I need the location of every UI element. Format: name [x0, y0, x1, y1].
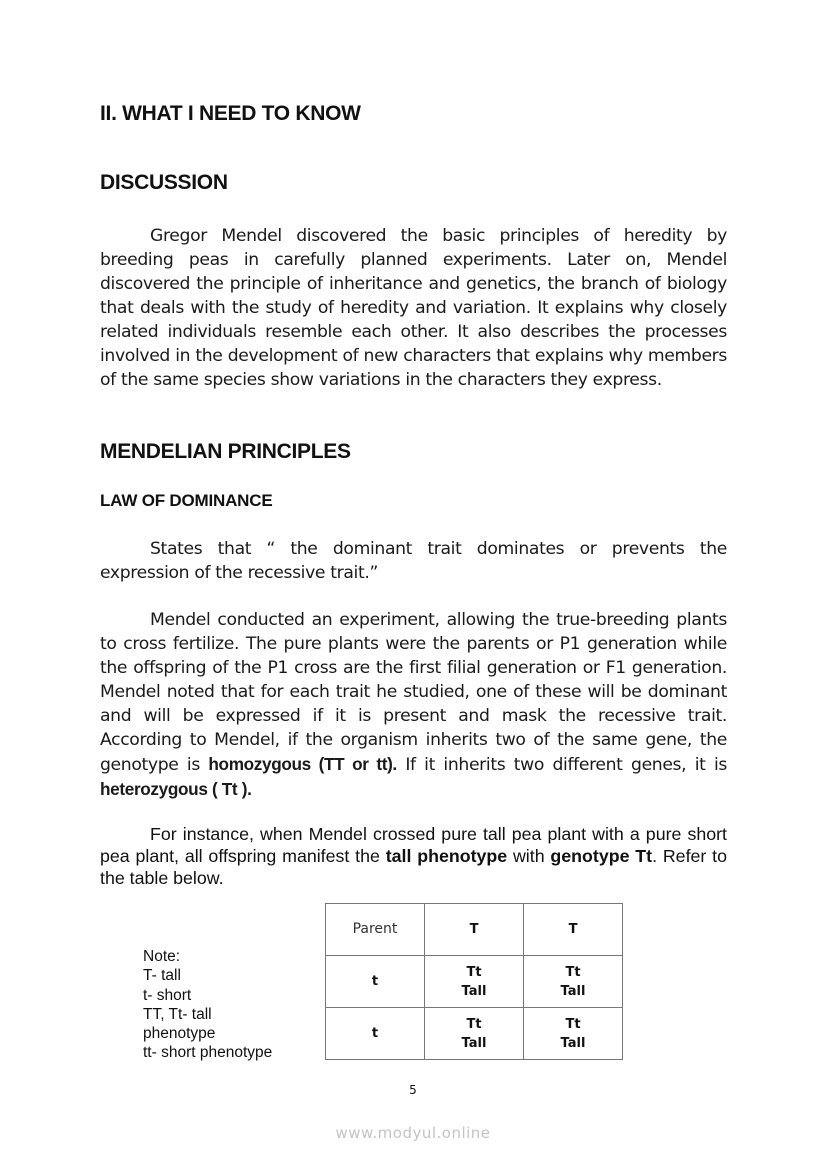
mendelian-principles-heading: MENDELIAN PRINCIPLES — [100, 440, 351, 463]
section-title: II. WHAT I NEED TO KNOW — [100, 102, 361, 125]
law-definition-paragraph — [100, 537, 727, 585]
phenotype-value: Tall — [461, 1035, 487, 1051]
tall-phenotype-term: tall phenotype — [385, 846, 508, 866]
example-text-3: . Refer to the table below. — [100, 846, 727, 888]
law-of-dominance-heading: LAW OF DOMINANCE — [100, 491, 273, 510]
table-header-row — [326, 904, 623, 956]
experiment-middle-text: If it inherits two different genes, it is — [396, 755, 728, 775]
note-line: TT, Tt- tall — [143, 1005, 212, 1023]
note-line: tt- short phenotype — [143, 1044, 273, 1062]
row-parent-cell: t — [326, 956, 425, 1008]
heterozygous-term: heterozygous ( Tt ). — [100, 779, 252, 799]
genotype-value: Tt — [565, 1016, 581, 1032]
table-header-cell: T — [524, 904, 623, 956]
discussion-heading: DISCUSSION — [100, 171, 228, 194]
example-paragraph — [100, 823, 727, 889]
experiment-paragraph — [100, 608, 727, 802]
discussion-text: Gregor Mendel discovered the basic principles of heredity by breeding peas in carefully planned experiments. Later on, Mendel discovered the principle of inheritance and genetics, the branch of biology that deals with the study of heredity and variation. It explains why closely related individuals resemble each other. It also describes the processes involved in the development of new characters that explains why members of the same species show variations in the characters they express. — [100, 226, 727, 390]
genotype-value: Tt — [466, 964, 482, 980]
example-text-2: with — [507, 846, 551, 866]
punnett-square-table — [325, 903, 623, 1060]
note-line: t- short — [143, 986, 192, 1004]
discussion-paragraph — [100, 224, 727, 392]
genotype-value: Tt — [565, 964, 581, 980]
row-parent-cell: t — [326, 1008, 425, 1060]
note-line: T- tall — [143, 967, 181, 985]
note-legend — [143, 947, 272, 1063]
table-row — [326, 1008, 623, 1060]
offspring-cell — [524, 1008, 623, 1060]
offspring-cell — [524, 956, 623, 1008]
phenotype-value: Tall — [560, 983, 586, 999]
offspring-cell — [425, 1008, 524, 1060]
note-line: phenotype — [143, 1025, 216, 1043]
law-definition-text: States that “ the dominant trait dominates or prevents the expression of the recessive trait.” — [100, 539, 727, 583]
genotype-value: Tt — [466, 1016, 482, 1032]
genotype-term: genotype Tt — [550, 846, 653, 866]
table-header-cell: Parent — [326, 904, 425, 956]
table-header-cell: T — [425, 904, 524, 956]
watermark: www.modyul.online — [335, 1124, 491, 1142]
page-number: 5 — [409, 1083, 417, 1097]
offspring-cell — [425, 956, 524, 1008]
note-line: Note: — [143, 948, 181, 965]
phenotype-value: Tall — [560, 1035, 586, 1051]
table-row — [326, 956, 623, 1008]
phenotype-value: Tall — [461, 983, 487, 999]
homozygous-term: homozygous (TT or tt). — [208, 754, 397, 774]
experiment-text: Mendel conducted an experiment, allowing the true-breeding plants to cross fertilize. The pure plants were the parents or P1 generation while the offspring of the P1 cross are the first filial generation or F1 generation. Mendel noted that for each trait he studied, one of these will be dominant and will be expressed if it is present and mask the recessive trait. According to Mendel, if the organism inherits two of the same gene, the genotype is — [100, 610, 727, 775]
example-text-1: For instance, when Mendel crossed pure tall pea plant with a pure short pea plant, all offspring manifest the — [100, 824, 727, 866]
